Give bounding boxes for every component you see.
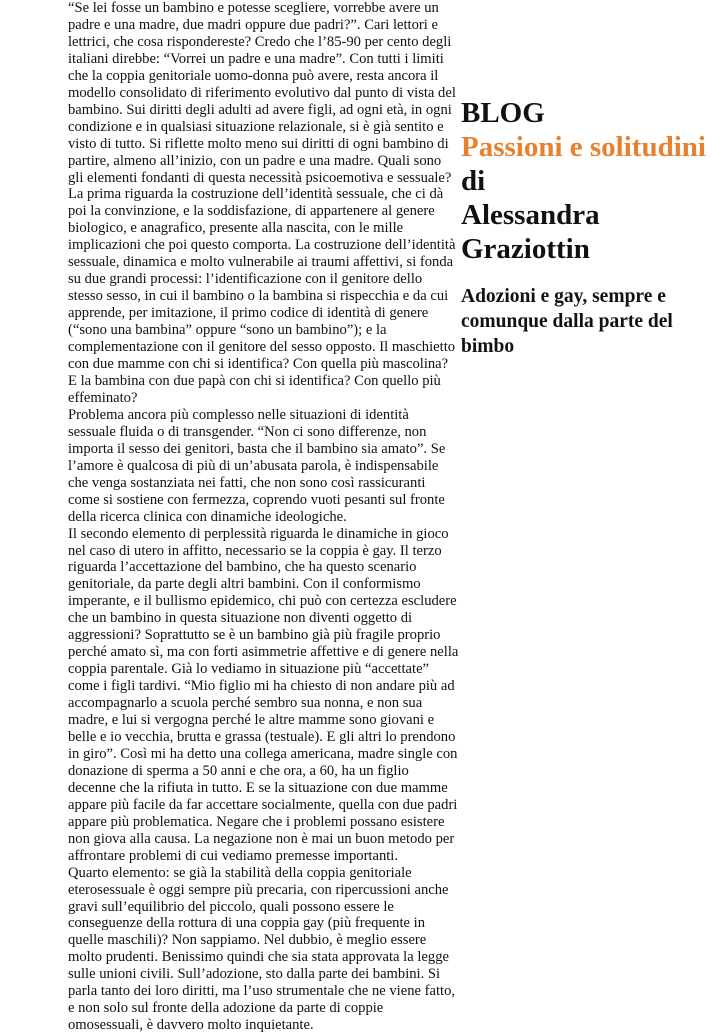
blog-label: BLOG	[461, 97, 545, 129]
blog-name: Passioni e solitudini	[461, 131, 706, 163]
article-body	[68, 0, 460, 1034]
blog-heading	[461, 96, 721, 266]
blog-connector: di	[461, 165, 486, 197]
blog-author: Alessandra Graziottin	[461, 199, 600, 265]
article-title: Adozioni e gay, sempre e comunque dalla parte del bimbo	[461, 286, 673, 357]
article-paragraph-3: Il secondo elemento di perplessità riguarda le dinamiche in gioco nel caso di utero in affitto, necessario se la coppia è gay. Il terzo riguarda l’accettazione del bambino, che ha questo scenario genitoriale, da parte degli altri bambini. Con il conformismo imperante, e il bullismo epidemico, chi può con certezza escludere che un bambino in questa situazione non diventi oggetto di aggressioni? Soprattutto se è un bambino già più fragile proprio perché amato sì, ma con forti asimmetrie affettive e di genere nella coppia parentale. Già lo vediamo in situazione più “accettate” come i figli tardivi. “Mio figlio mi ha chiesto di non andare più ad accompagnarlo a scuola perché sembro sua nonna, e non sua madre, e lui si vergogna perché le altre mamme sono giovani e belle e io vecchia, brutta e grassa (testuale). E gli altri lo prendono in giro”. Così mi ha detto una collega americana, madre single con donazione di sperma a 50 anni e che ora, a 60, ha un figlio decenne che la rifiuta in tutto. E se la situazione con due mamme appare più facile da far accettare socialmente, quella con due padri appare più problematica. Negare che i problemi possano esistere non giova alla causa. La negazione non è mai un buon metodo per affrontare problemi di cui vediamo premesse importanti.	[68, 525, 459, 864]
article-paragraph-2: Problema ancora più complesso nelle situazioni di identità sessuale fluida o di transgender. “Non ci sono differenze, non importa il sesso dei genitori, basta che il bambino sia amato”. Se l’amore è qualcosa di più di un’abusata parola, è indispensabile che venga sostanziata nei fatti, che non sono così rassicuranti come si sostiene con fermezza, coprendo vuoti pesanti sul fronte della ricerca clinica con dinamiche ideologiche.	[68, 406, 446, 525]
article-paragraph-1: “Se lei fosse un bambino e potesse scegliere, vorrebbe avere un padre e una madre, due madri oppure due padri?”. Cari lettori e lettrici, che cosa rispondereste? Credo che l’85-90 per cento degli italiani direbbe: “Vorrei un padre e una madre”. Con tutti i limiti che la coppia genitoriale uomo-donna può avere, resta ancora il modello consolidato di riferimento evolutivo dal punto di vista del bambino. Sui diritti degli adulti ad avere figli, ad ogni età, in ogni condizione e in qualsiasi situazione relazionale, si è già sentito e visto di tutto. Si riflette molto meno sui diritti di ogni bambino di partire, almeno all’inizio, con un padre e una madre. Quali sono gli elementi fondanti di questa necessità psicoemotiva e sessuale? La prima riguarda la costruzione dell’identità sessuale, che ci dà poi la convinzione, e la soddisfazione, di appartenere al genere biologico, e anagrafico, presente alla nascita, con le mille implicazioni che poi questo comporta. La costruzione dell’identità sessuale, dinamica e molto vulnerabile ai traumi affettivi, si fonda su due grandi processi: l’identificazione con il genitore dello stesso sesso, in cui il bambino o la bambina si rispecchia e da cui apprende, per imitazione, il primo codice di identità di genere (“sono una bambina” oppure “sono un bambino”); e la complementazione con il genitore del sesso opposto. Il maschietto con due mamme con chi si identifica? Con quella più mascolina? E la bambina con due papà con chi si identifica? Con quello più effeminato?	[68, 0, 456, 406]
sidebar	[461, 96, 721, 359]
article-paragraph-4: Quarto elemento: se già la stabilità della coppia genitoriale eterosessuale è oggi sempre più precaria, con ripercussioni anche gravi sull’equilibrio del piccolo, quali possono essere le conseguenze della rottura di una coppia gay (più frequente in quelle maschili)? Non sappiamo. Nel dubbio, è meglio essere molto prudenti. Benissimo quindi che sia stata approvata la legge sulle unioni civili. Sull’adozione, sto dalla parte dei bambini. Si parla tanto dei loro diritti, ma l’uso strumentale che ne viene fatto, e non solo sul fronte della adozione da parte di coppie omosessuali, è davvero molto inquietante.	[68, 864, 456, 1034]
